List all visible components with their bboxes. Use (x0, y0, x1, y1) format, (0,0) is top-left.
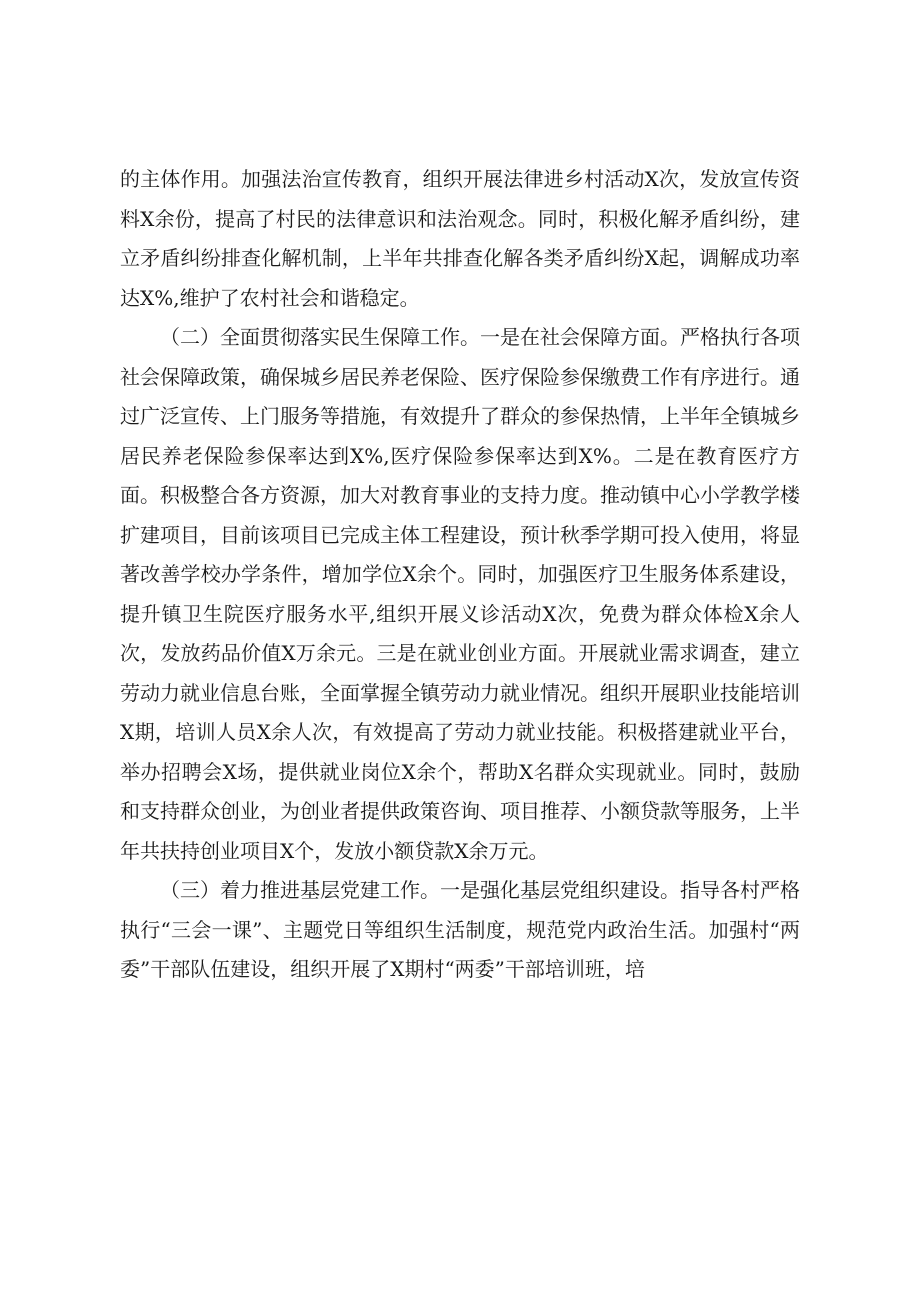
paragraph-3-party-building: （三）着力推进基层党建工作。一是强化基层党组织建设。指导各村严格执行“三会一课”、主题党日等组织生活制度，规范党内政治生活。加强村“两委”干部队伍建设，组织开展了X期村“两委”干部培训班，培 (120, 878, 800, 981)
paragraph-1: 的主体作用。加强法治宣传教育，组织开展法律进乡村活动X次，发放宣传资料X余份，提高了村民的法律意识和法治观念。同时，积极化解矛盾纠纷，建立矛盾纠纷排查化解机制，上半年共排查化解各类矛盾纠纷X起，调解成功率达X%,维护了农村社会和谐稳定。 (120, 167, 800, 310)
paragraph-2-livelihood-security: （二）全面贯彻落实民生保障工作。一是在社会保障方面。严格执行各项社会保障政策，确保城乡居民养老保险、医疗保险参保缴费工作有序进行。通过广泛宣传、上门服务等措施，有效提升了群众的参保热情，上半年全镇城乡居民养老保险参保率达到X%,医疗保险参保率达到X%。二是在教育医疗方面。积极整合各方资源，加大对教育事业的支持力度。推动镇中心小学教学楼扩建项目，目前该项目已完成主体工程建设，预计秋季学期可投入使用，将显著改善学校办学条件，增加学位X余个。同时，加强医疗卫生服务体系建设，提升镇卫生院医疗服务水平,组织开展义诊活动X次，免费为群众体检X余人次，发放药品价值X万余元。三是在就业创业方面。开展就业需求调查，建立劳动力就业信息台账，全面掌握全镇劳动力就业情况。组织开展职业技能培训X期，培训人员X余人次，有效提高了劳动力就业技能。积极搭建就业平台，举办招聘会X场，提供就业岗位X余个，帮助X名群众实现就业。同时，鼓励和支持群众创业，为创业者提供政策咨询、项目推荐、小额贷款等服务，上半年共扶持创业项目X个，发放小额贷款X余万元。 (120, 325, 800, 863)
document-body (120, 160, 800, 990)
